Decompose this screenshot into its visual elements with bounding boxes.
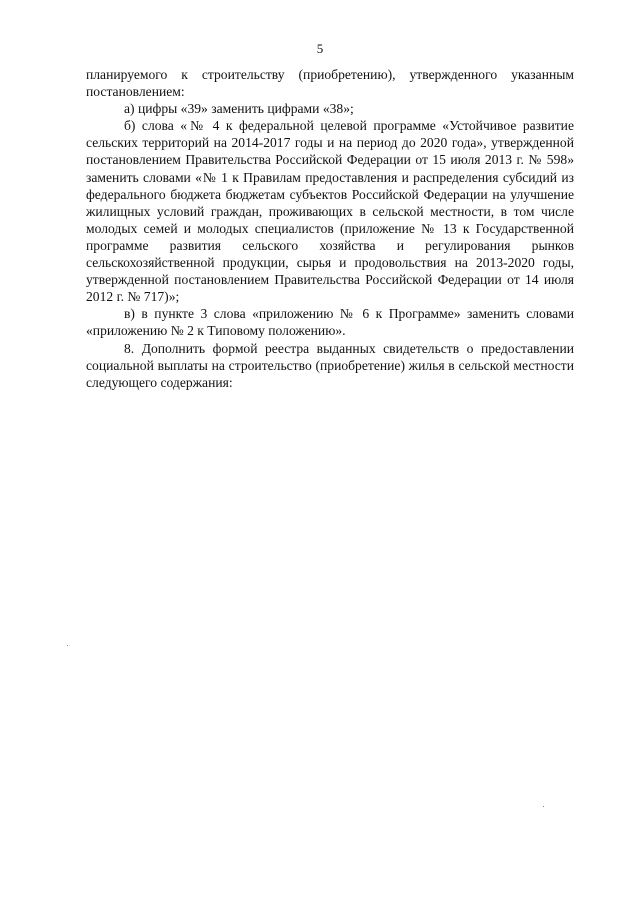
scan-speck xyxy=(543,806,544,807)
paragraph-item-a: а) цифры «39» заменить цифрами «38»; xyxy=(124,101,354,117)
scan-speck xyxy=(67,645,68,646)
page-number: 5 xyxy=(316,41,324,56)
paragraph-continuation: планируемого к строительству (приобретению), утвержденного указанным постановлением: xyxy=(86,67,574,100)
paragraph-item-b: б) слова «№ 4 к федеральной целевой программе «Устойчивое развитие сельских территорий на 2014-2017 годы и на период до 2020 года», утвержденной постановлением Правительства Российской Федерации от 15 июля 2013 г. № 598» заменить словами «№ 1 к Правилам предоставления и распределения субсидий из федерального бюджета бюджетам субъектов Российской Федерации на улучшение жилищных условий граждан, проживающих в сельской местности, в том числе молодых семей и молодых специалистов (приложение № 13 к Государственной программе развития сельского хозяйства и регулирования рынков сельскохозяйственной продукции, сырья и продовольствия на 2013-2020 годы, утвержденной постановлением Правительства Российской Федерации от 14 июля 2012 г. № 717)»; xyxy=(86,118,574,305)
paragraph-item-v: в) в пункте 3 слова «приложению № 6 к Программе» заменить словами «приложению № 2 к Типовому положению». xyxy=(86,306,574,339)
document-body xyxy=(86,66,574,391)
paragraph-point-8: 8. Дополнить формой реестра выданных свидетельств о предоставлении социальной выплаты на строительство (приобретение) жилья в сельской местности следующего содержания: xyxy=(86,340,574,390)
